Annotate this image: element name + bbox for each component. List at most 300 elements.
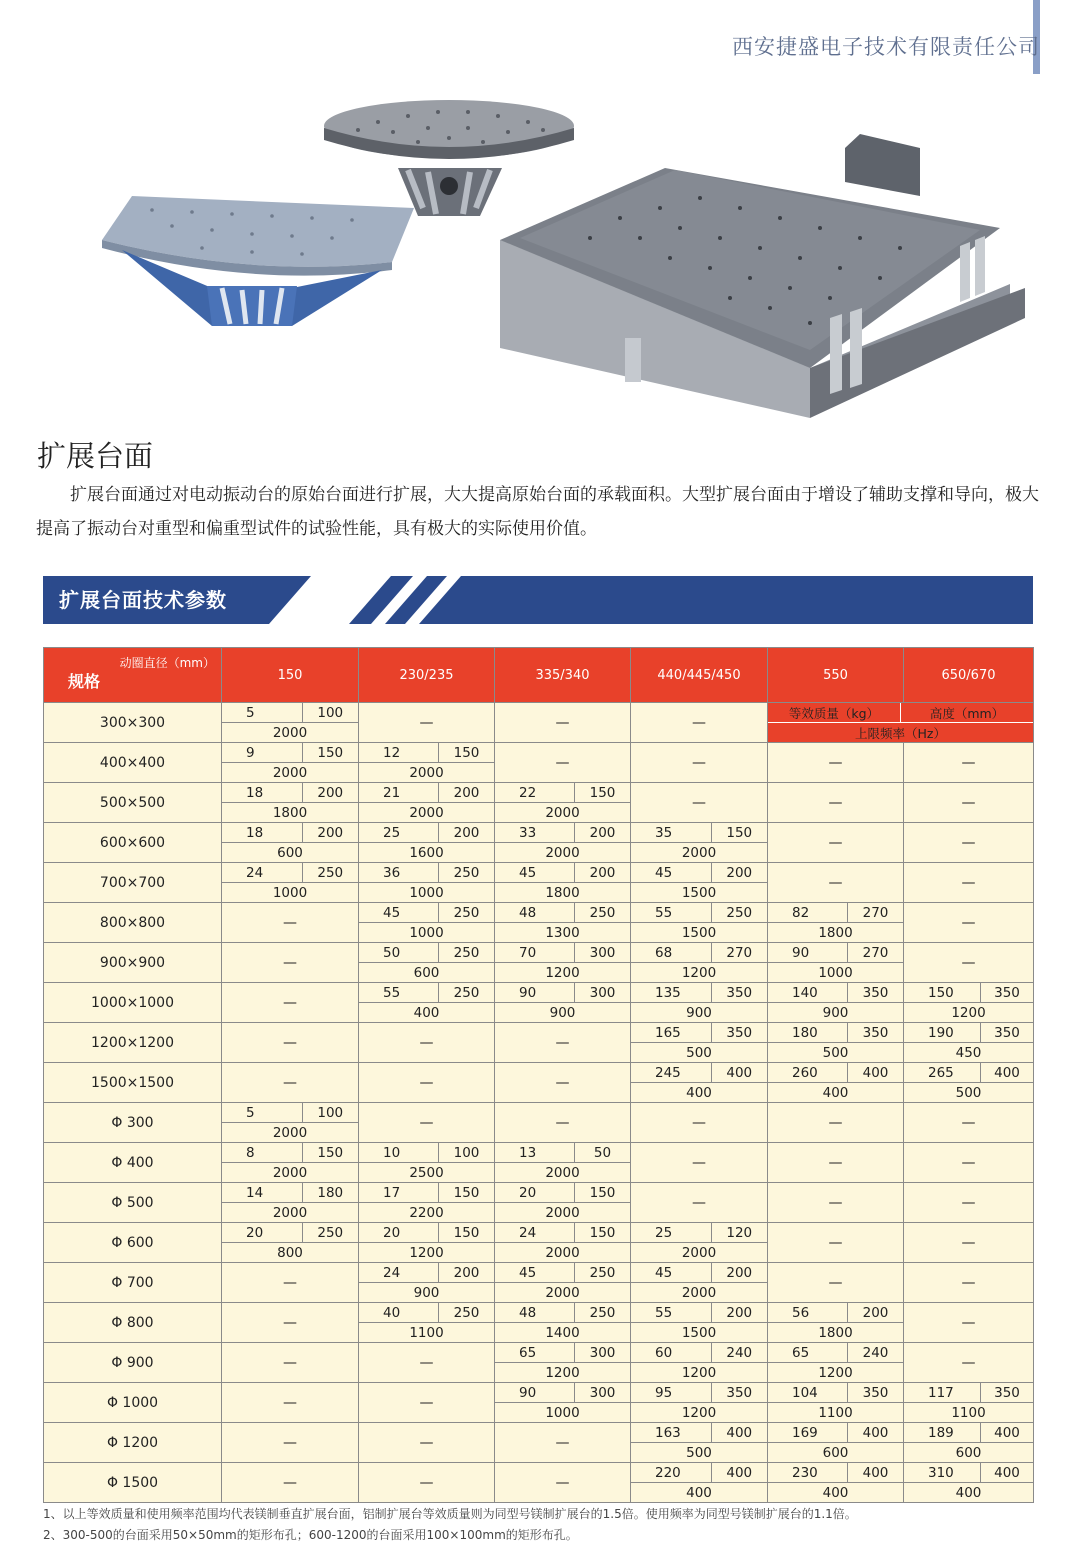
mass-value: 24 — [495, 1223, 575, 1242]
spec-cell: Φ 700 — [44, 1263, 222, 1303]
mass-value: 68 — [631, 943, 712, 962]
empty-cell: — — [495, 743, 631, 783]
freq-value: 400 — [686, 1484, 712, 1501]
freq-value: 2000 — [681, 1284, 717, 1301]
spec-cell: Φ 800 — [44, 1303, 222, 1343]
coil-diameter-label: 动圈直径（mm） — [119, 656, 215, 670]
height-value: 300 — [589, 1384, 616, 1401]
empty-cell: — — [222, 1023, 359, 1063]
freq-value: 1200 — [951, 1004, 986, 1021]
empty-cell: — — [222, 1383, 359, 1423]
freq-value: 400 — [413, 1004, 440, 1021]
note-item: 1、以上等效质量和使用频率范围均代表镁制垂直扩展台面，铝制扩展台等效质量则为同型号镁制扩展台的1.5倍。使用频率为同型号镁制扩展台的1.1倍。 — [43, 1507, 857, 1521]
spec-cell: 600×600 — [44, 823, 222, 863]
freq-value: 1000 — [409, 884, 444, 901]
table-row — [44, 1383, 1034, 1423]
value-cell — [631, 1263, 768, 1303]
empty-cell: — — [222, 1423, 359, 1463]
value-cell — [631, 823, 768, 863]
value-cell — [768, 1423, 904, 1463]
height-value: 150 — [317, 1144, 344, 1161]
mass-value: 260 — [768, 1063, 848, 1082]
mass-value: 18 — [222, 823, 303, 842]
freq-value: 1200 — [409, 1244, 444, 1261]
value-cell — [359, 943, 495, 983]
legend-mass: 等效质量（kg） — [768, 703, 901, 722]
mass-value: 150 — [904, 983, 981, 1002]
square-table-image — [92, 196, 414, 344]
empty-cell: — — [631, 783, 768, 823]
freq-value: 2000 — [272, 1164, 308, 1181]
height-value: 400 — [994, 1064, 1020, 1081]
freq-value: 400 — [955, 1484, 982, 1501]
height-value: 250 — [453, 1304, 480, 1321]
height-value: 350 — [726, 1384, 753, 1401]
column-header: 230/235 — [359, 648, 495, 703]
value-cell — [768, 1343, 904, 1383]
freq-value: 2000 — [272, 724, 308, 741]
mass-value: 45 — [495, 1263, 575, 1282]
table-row — [44, 1223, 1034, 1263]
mass-value: 21 — [359, 783, 439, 802]
spec-cell: Φ 400 — [44, 1143, 222, 1183]
value-cell — [768, 1303, 904, 1343]
empty-cell: — — [631, 703, 768, 743]
value-cell — [222, 1183, 359, 1223]
height-value: 350 — [726, 1024, 753, 1041]
freq-value: 1800 — [818, 1324, 853, 1341]
freq-value: 1000 — [272, 884, 308, 901]
legend-freq: 上限频率（Hz） — [855, 725, 946, 741]
empty-cell: — — [222, 903, 359, 943]
value-cell — [495, 903, 631, 943]
mass-value: 45 — [631, 1263, 712, 1282]
value-cell — [631, 943, 768, 983]
empty-cell: — — [768, 1183, 904, 1223]
value-cell — [495, 1223, 631, 1263]
value-cell — [359, 1263, 495, 1303]
company-name: 西安捷盛电子技术有限责任公司 — [732, 35, 1040, 59]
freq-value: 1100 — [818, 1404, 853, 1421]
value-cell — [359, 863, 495, 903]
value-cell — [359, 1143, 495, 1183]
empty-cell: — — [768, 823, 904, 863]
empty-cell: — — [359, 1383, 495, 1423]
value-cell — [768, 903, 904, 943]
value-cell — [631, 983, 768, 1023]
empty-cell: — — [904, 783, 1034, 823]
freq-value: 1000 — [545, 1404, 580, 1421]
mass-value: 230 — [768, 1463, 848, 1482]
height-value: 250 — [317, 1224, 344, 1241]
freq-value: 600 — [822, 1444, 849, 1461]
freq-value: 2000 — [681, 1244, 717, 1261]
table-row — [44, 1423, 1034, 1463]
table-body — [44, 703, 1034, 1503]
value-cell — [904, 983, 1034, 1023]
table-row — [44, 1183, 1034, 1223]
table-corner-header — [44, 648, 222, 703]
empty-cell: — — [768, 1263, 904, 1303]
value-cell — [359, 823, 495, 863]
value-cell — [904, 1063, 1034, 1103]
section-intro: 扩展台面通过对电动振动台的原始台面进行扩展，大大提高原始台面的承载面积。大型扩展台面由于增设了辅助支撑和导向，极大提高了振动台对重型和偏重型试件的试验性能，具有极大的实际使用价值。 — [36, 485, 1039, 539]
mass-value: 10 — [359, 1143, 439, 1162]
empty-cell: — — [904, 1103, 1034, 1143]
freq-value: 1300 — [545, 924, 580, 941]
mass-value: 245 — [631, 1063, 712, 1082]
mass-value: 140 — [768, 983, 848, 1002]
value-cell — [768, 983, 904, 1023]
freq-value: 500 — [686, 1044, 712, 1061]
height-value: 150 — [453, 1224, 480, 1241]
mass-value: 13 — [495, 1143, 575, 1162]
mass-value: 24 — [359, 1263, 439, 1282]
empty-cell: — — [222, 1263, 359, 1303]
spec-cell: Φ 1200 — [44, 1423, 222, 1463]
height-value: 150 — [589, 1184, 616, 1201]
height-value: 400 — [726, 1064, 753, 1081]
height-value: 350 — [862, 1024, 889, 1041]
mass-value: 5 — [222, 1103, 303, 1122]
mass-value: 20 — [359, 1223, 439, 1242]
height-value: 150 — [589, 784, 616, 801]
empty-cell: — — [222, 1063, 359, 1103]
height-value: 250 — [589, 904, 616, 921]
value-cell — [495, 1383, 631, 1423]
mass-value: 40 — [359, 1303, 439, 1322]
table-row — [44, 1023, 1034, 1063]
height-value: 100 — [317, 704, 344, 721]
spec-cell: 400×400 — [44, 743, 222, 783]
notes — [43, 1504, 857, 1546]
table-row — [44, 983, 1034, 1023]
height-value: 350 — [862, 984, 889, 1001]
height-value: 300 — [589, 944, 616, 961]
freq-value: 900 — [549, 1004, 576, 1021]
empty-cell: — — [768, 743, 904, 783]
mass-value: 189 — [904, 1423, 981, 1442]
mass-value: 180 — [768, 1023, 848, 1042]
freq-value: 2000 — [409, 764, 444, 781]
table-row — [44, 863, 1034, 903]
freq-value: 1200 — [681, 964, 717, 981]
freq-value: 400 — [686, 1084, 712, 1101]
mass-value: 20 — [222, 1223, 303, 1242]
value-cell — [495, 943, 631, 983]
mass-value: 24 — [222, 863, 303, 882]
table-row — [44, 1143, 1034, 1183]
spec-cell: 1200×1200 — [44, 1023, 222, 1063]
mass-value: 35 — [631, 823, 712, 842]
mass-value: 165 — [631, 1023, 712, 1042]
freq-value: 2000 — [545, 1284, 580, 1301]
value-cell — [631, 1023, 768, 1063]
empty-cell: — — [904, 1263, 1034, 1303]
value-cell — [904, 1463, 1034, 1503]
mass-value: 56 — [768, 1303, 848, 1322]
empty-cell: — — [359, 1343, 495, 1383]
mass-value: 190 — [904, 1023, 981, 1042]
value-cell — [222, 863, 359, 903]
height-value: 200 — [317, 784, 344, 801]
height-value: 200 — [453, 784, 480, 801]
freq-value: 1200 — [681, 1404, 717, 1421]
value-cell — [495, 823, 631, 863]
value-cell — [222, 783, 359, 823]
height-value: 50 — [593, 1144, 612, 1161]
value-cell — [768, 943, 904, 983]
mass-value: 8 — [222, 1143, 303, 1162]
freq-value: 1800 — [545, 884, 580, 901]
value-cell — [768, 1383, 904, 1423]
mass-value: 17 — [359, 1183, 439, 1202]
value-cell — [631, 1063, 768, 1103]
spec-banner-title: 扩展台面技术参数 — [59, 588, 227, 612]
freq-value: 2000 — [545, 844, 580, 861]
height-value: 200 — [862, 1304, 889, 1321]
height-value: 350 — [994, 1024, 1020, 1041]
height-value: 400 — [994, 1424, 1020, 1441]
mass-value: 5 — [222, 703, 303, 722]
height-value: 200 — [726, 1264, 753, 1281]
spec-cell: Φ 300 — [44, 1103, 222, 1143]
empty-cell: — — [768, 863, 904, 903]
mass-value: 36 — [359, 863, 439, 882]
mass-value: 90 — [495, 1383, 575, 1402]
freq-value: 500 — [686, 1444, 712, 1461]
empty-cell: — — [768, 783, 904, 823]
height-value: 250 — [317, 864, 344, 881]
freq-value: 600 — [955, 1444, 982, 1461]
table-row — [44, 903, 1034, 943]
spec-cell: 500×500 — [44, 783, 222, 823]
value-cell — [631, 1223, 768, 1263]
height-value: 200 — [453, 824, 480, 841]
mass-value: 90 — [495, 983, 575, 1002]
empty-cell: — — [631, 1183, 768, 1223]
mass-value: 45 — [495, 863, 575, 882]
freq-value: 2000 — [409, 804, 444, 821]
freq-value: 1500 — [681, 924, 717, 941]
mass-value: 117 — [904, 1383, 981, 1402]
freq-value: 2000 — [272, 1204, 308, 1221]
value-cell — [495, 783, 631, 823]
value-cell — [495, 1183, 631, 1223]
height-value: 250 — [726, 904, 753, 921]
freq-value: 1200 — [545, 1364, 580, 1381]
height-value: 350 — [726, 984, 753, 1001]
table-row — [44, 943, 1034, 983]
freq-value: 1100 — [951, 1404, 986, 1421]
height-value: 200 — [317, 824, 344, 841]
mass-value: 33 — [495, 823, 575, 842]
height-value: 400 — [994, 1464, 1020, 1481]
height-value: 400 — [862, 1064, 889, 1081]
table-header-row — [44, 648, 1034, 703]
height-value: 400 — [862, 1424, 889, 1441]
column-header: 335/340 — [495, 648, 631, 703]
mass-value: 220 — [631, 1463, 712, 1482]
mass-value: 48 — [495, 1303, 575, 1322]
freq-value: 450 — [955, 1044, 982, 1061]
height-value: 250 — [453, 984, 480, 1001]
freq-value: 2000 — [681, 844, 717, 861]
height-value: 250 — [453, 904, 480, 921]
freq-value: 600 — [413, 964, 440, 981]
height-value: 200 — [726, 1304, 753, 1321]
mass-value: 20 — [495, 1183, 575, 1202]
freq-value: 900 — [413, 1284, 440, 1301]
mass-value: 25 — [359, 823, 439, 842]
value-cell — [631, 1423, 768, 1463]
empty-cell: — — [359, 1463, 495, 1503]
table-row — [44, 823, 1034, 863]
empty-cell: — — [904, 1143, 1034, 1183]
spec-cell: Φ 500 — [44, 1183, 222, 1223]
note-item: 2、300-500的台面采用50×50mm的矩形布孔；600-1200的台面采用100×100mm的矩形布孔。 — [43, 1528, 578, 1542]
value-cell — [222, 1143, 359, 1183]
freq-value: 900 — [686, 1004, 712, 1021]
freq-value: 1800 — [818, 924, 853, 941]
value-cell — [359, 983, 495, 1023]
value-cell — [768, 1063, 904, 1103]
empty-cell: — — [768, 1223, 904, 1263]
value-cell — [904, 1023, 1034, 1063]
empty-cell: — — [359, 1103, 495, 1143]
height-value: 100 — [317, 1104, 344, 1121]
mass-value: 90 — [768, 943, 848, 962]
table-row — [44, 703, 1034, 743]
value-cell — [631, 1463, 768, 1503]
mass-value: 70 — [495, 943, 575, 962]
empty-cell: — — [631, 1143, 768, 1183]
height-value: 200 — [453, 1264, 480, 1281]
value-cell — [904, 1383, 1034, 1423]
freq-value: 400 — [822, 1484, 849, 1501]
mass-value: 65 — [495, 1343, 575, 1362]
freq-value: 800 — [277, 1244, 303, 1261]
empty-cell: — — [359, 1023, 495, 1063]
column-header: 440/445/450 — [631, 648, 768, 703]
freq-value: 1200 — [681, 1364, 717, 1381]
empty-cell: — — [222, 1343, 359, 1383]
table-row — [44, 743, 1034, 783]
empty-cell: — — [222, 943, 359, 983]
empty-cell: — — [495, 1023, 631, 1063]
height-value: 250 — [453, 864, 480, 881]
empty-cell: — — [904, 823, 1034, 863]
height-value: 270 — [862, 944, 889, 961]
mass-value: 135 — [631, 983, 712, 1002]
height-value: 350 — [994, 984, 1020, 1001]
height-value: 250 — [589, 1264, 616, 1281]
height-value: 150 — [453, 744, 480, 761]
empty-cell: — — [222, 983, 359, 1023]
height-value: 300 — [589, 1344, 616, 1361]
mass-value: 22 — [495, 783, 575, 802]
freq-value: 2000 — [272, 764, 308, 781]
mass-value: 169 — [768, 1423, 848, 1442]
mass-value: 65 — [768, 1343, 848, 1362]
height-value: 300 — [589, 984, 616, 1001]
freq-value: 1000 — [818, 964, 853, 981]
spec-table — [43, 647, 1034, 1503]
mass-value: 55 — [631, 903, 712, 922]
value-cell — [359, 1223, 495, 1263]
empty-cell: — — [904, 863, 1034, 903]
value-cell — [631, 863, 768, 903]
height-value: 350 — [994, 1384, 1020, 1401]
freq-value: 1600 — [409, 844, 444, 861]
spec-cell: Φ 1000 — [44, 1383, 222, 1423]
freq-value: 2500 — [409, 1164, 444, 1181]
legend-cell — [768, 703, 1034, 743]
value-cell — [631, 1303, 768, 1343]
freq-value: 600 — [277, 844, 303, 861]
table-row — [44, 1103, 1034, 1143]
value-cell — [222, 743, 359, 783]
empty-cell: — — [495, 1103, 631, 1143]
mass-value: 12 — [359, 743, 439, 762]
value-cell — [631, 1343, 768, 1383]
table-row — [44, 1343, 1034, 1383]
empty-cell: — — [359, 1063, 495, 1103]
freq-value: 2000 — [272, 1124, 308, 1141]
spec-cell: 700×700 — [44, 863, 222, 903]
height-value: 400 — [726, 1424, 753, 1441]
spec-cell: 1500×1500 — [44, 1063, 222, 1103]
height-value: 180 — [317, 1184, 344, 1201]
spec-cell: Φ 1500 — [44, 1463, 222, 1503]
value-cell — [359, 743, 495, 783]
mass-value: 55 — [631, 1303, 712, 1322]
empty-cell: — — [904, 1343, 1034, 1383]
empty-cell: — — [904, 943, 1034, 983]
mass-value: 50 — [359, 943, 439, 962]
value-cell — [495, 1343, 631, 1383]
height-value: 150 — [589, 1224, 616, 1241]
freq-value: 900 — [822, 1004, 849, 1021]
value-cell — [768, 1463, 904, 1503]
freq-value: 1200 — [545, 964, 580, 981]
freq-value: 1800 — [272, 804, 308, 821]
value-cell — [222, 1223, 359, 1263]
empty-cell: — — [904, 1303, 1034, 1343]
value-cell — [631, 1383, 768, 1423]
value-cell — [359, 1183, 495, 1223]
empty-cell: — — [495, 703, 631, 743]
table-row — [44, 1263, 1034, 1303]
mass-value: 104 — [768, 1383, 848, 1402]
spec-cell: 800×800 — [44, 903, 222, 943]
value-cell — [768, 1023, 904, 1063]
value-cell — [495, 1263, 631, 1303]
empty-cell: — — [631, 1103, 768, 1143]
mass-value: 55 — [359, 983, 439, 1002]
height-value: 200 — [589, 864, 616, 881]
freq-value: 1500 — [681, 884, 717, 901]
freq-value: 1100 — [409, 1324, 444, 1341]
freq-value: 2000 — [545, 804, 580, 821]
mass-value: 48 — [495, 903, 575, 922]
freq-value: 2000 — [545, 1244, 580, 1261]
mass-value: 310 — [904, 1463, 981, 1482]
mass-value: 14 — [222, 1183, 303, 1202]
height-value: 200 — [726, 864, 753, 881]
value-cell — [495, 983, 631, 1023]
value-cell — [495, 1143, 631, 1183]
